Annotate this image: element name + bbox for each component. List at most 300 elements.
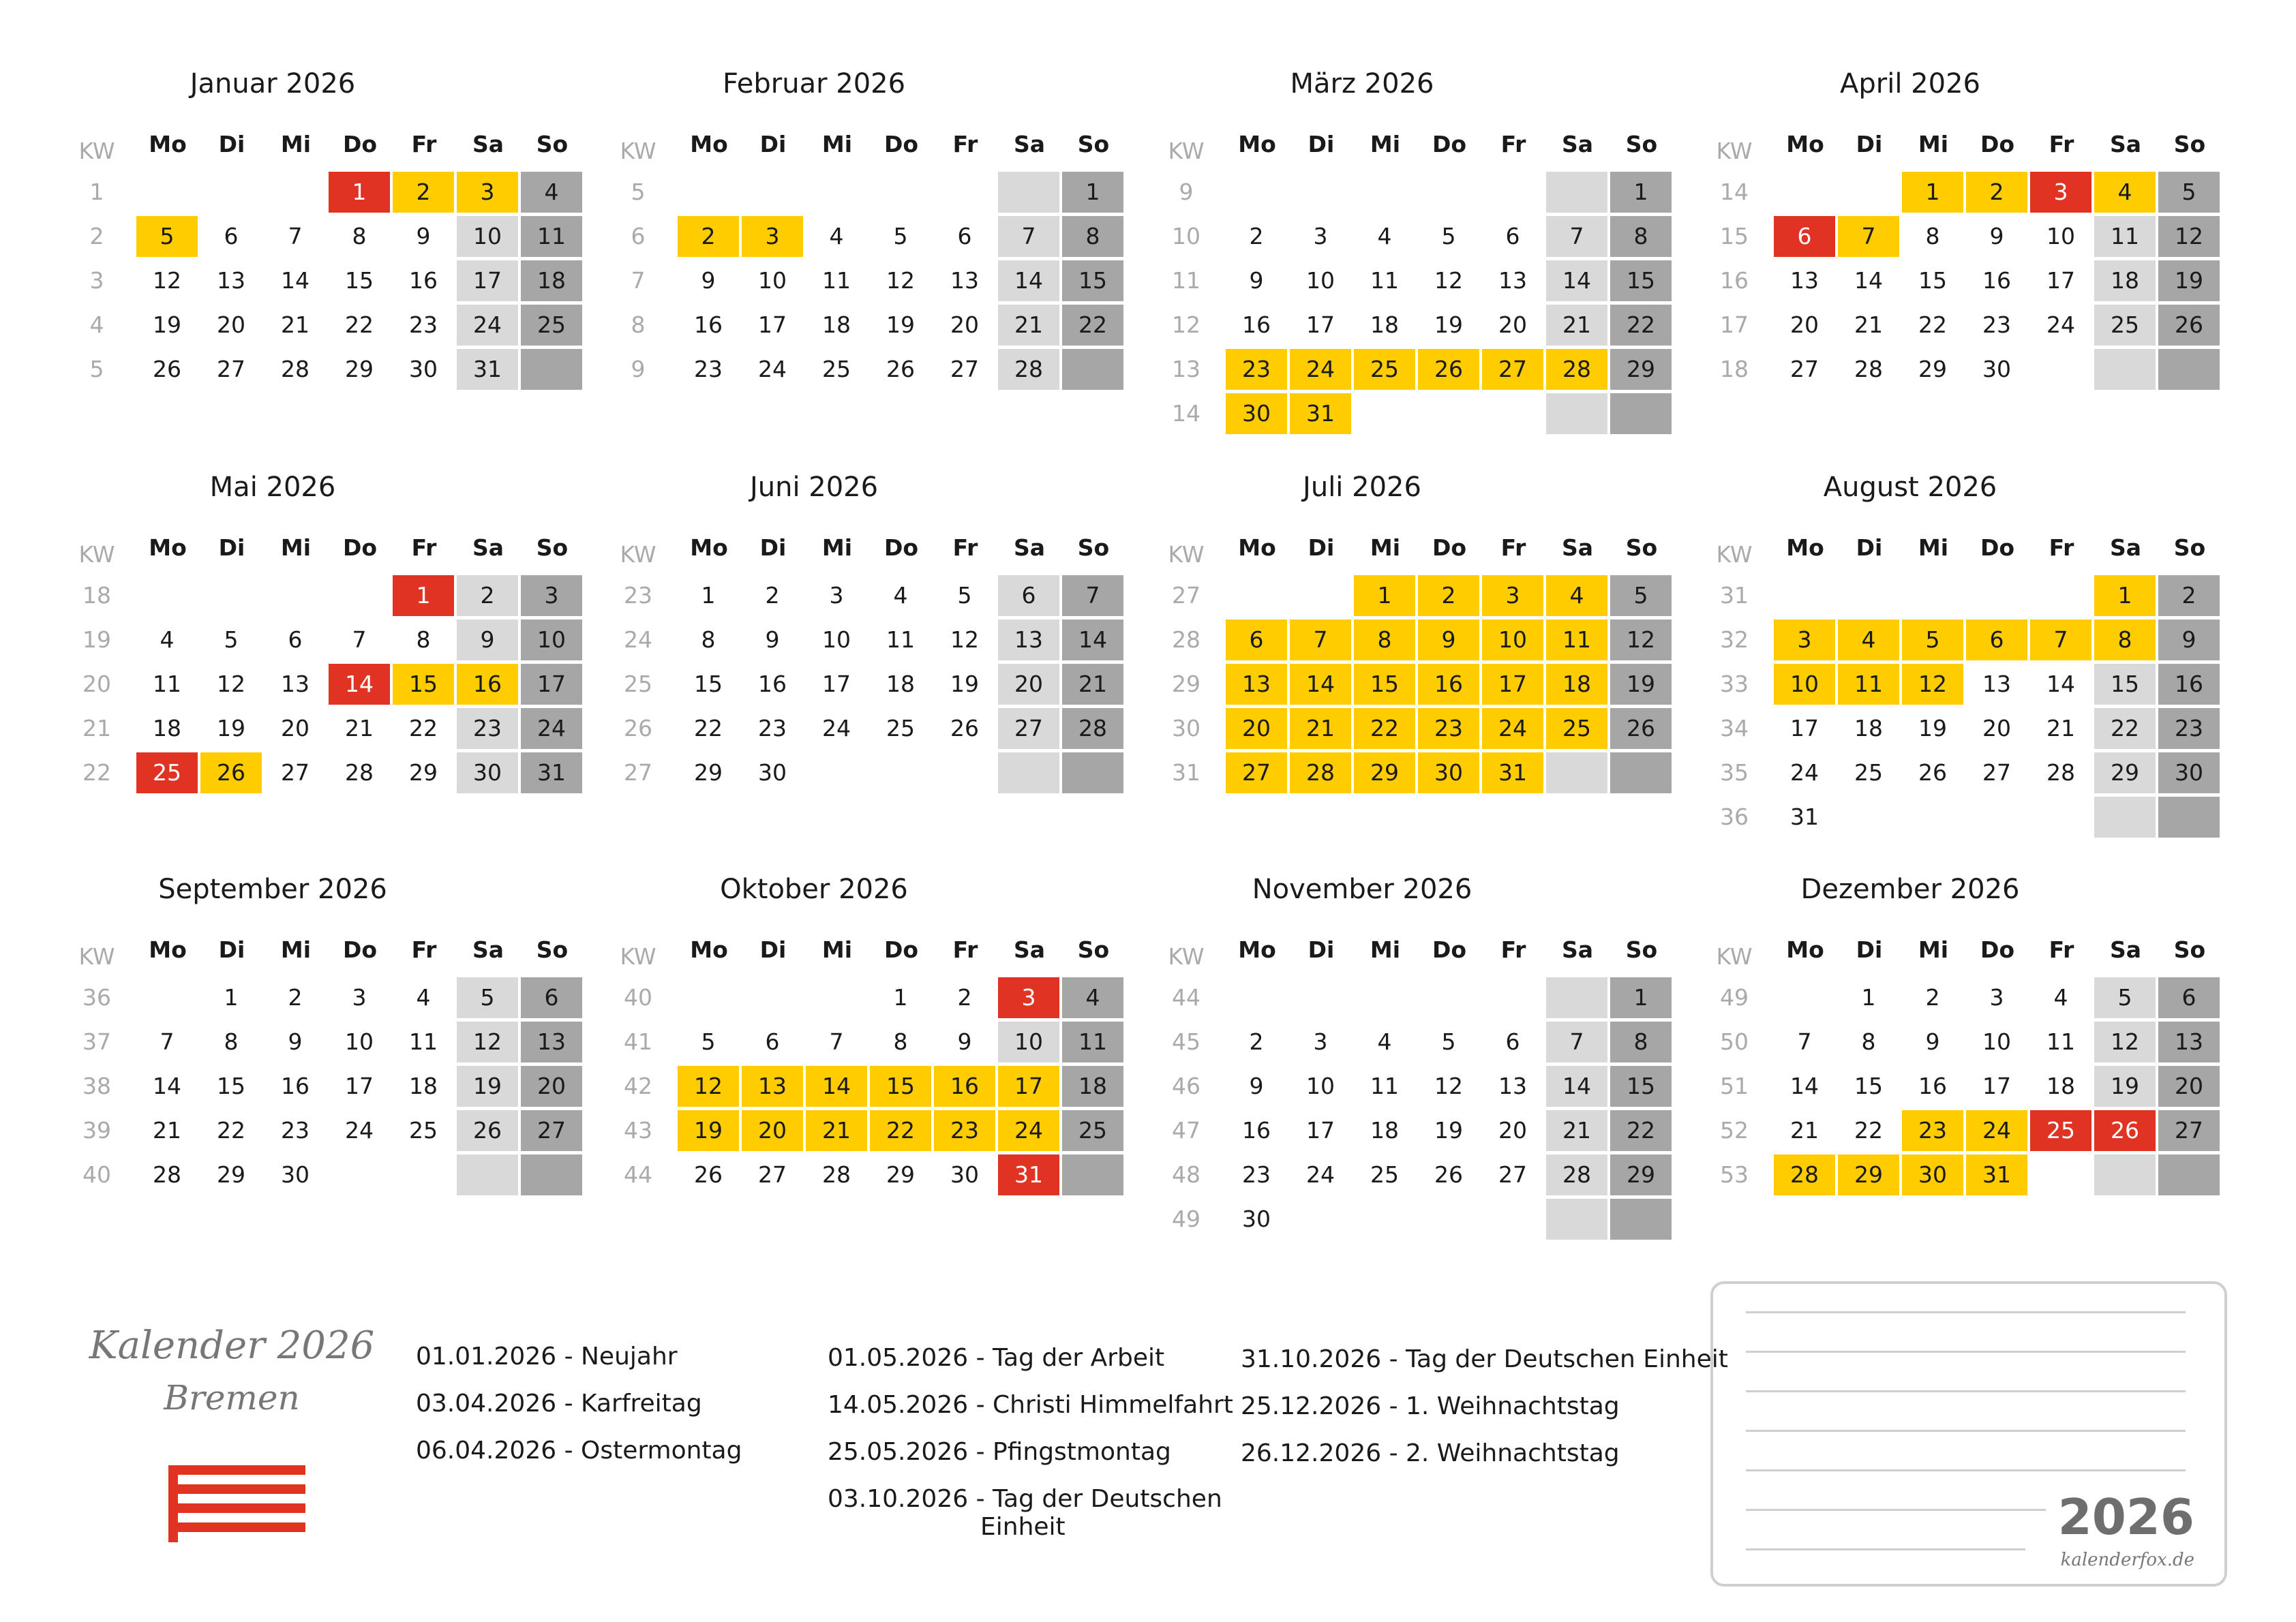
day-cell: 31 xyxy=(1290,393,1351,434)
day-cell: 17 xyxy=(521,664,582,705)
week-number: 19 xyxy=(82,626,111,653)
day-cell: 6 xyxy=(224,223,239,249)
kw-header: KW xyxy=(78,943,115,970)
day-cell: 14 xyxy=(329,664,390,705)
day-cell: 16 xyxy=(1918,1073,1947,1099)
day-cell: 16 xyxy=(457,664,518,705)
week-number: 51 xyxy=(1720,1073,1749,1099)
day-cell: 17 xyxy=(1790,715,1819,741)
day-cell: 17 xyxy=(998,1066,1059,1107)
week-row xyxy=(1089,619,1655,663)
day-cell: 3 xyxy=(457,172,518,213)
day-cell: 9 xyxy=(765,626,780,653)
week-number: 12 xyxy=(1172,311,1200,338)
day-cell: 31 xyxy=(457,349,518,390)
day-cell: 30 xyxy=(1226,393,1287,434)
weekday-label: Do xyxy=(342,534,378,561)
day-cell: 8 xyxy=(1925,223,1940,249)
day-cell: 10 xyxy=(1306,267,1335,294)
week-row xyxy=(1089,575,1648,619)
week-row xyxy=(541,664,1107,707)
day-cell: 13 xyxy=(1498,267,1527,294)
day-cell: 12 xyxy=(457,1022,518,1062)
day-cell: 25 xyxy=(822,356,851,382)
weekday-label: Sa xyxy=(1561,534,1594,561)
month-block xyxy=(541,403,1110,807)
week-number: 21 xyxy=(82,715,111,741)
week-number: 3 xyxy=(89,267,104,294)
weekday-label: Sa xyxy=(1013,936,1046,963)
weekday-label: So xyxy=(1077,936,1110,963)
week-number: 17 xyxy=(1720,311,1749,338)
note-line xyxy=(1746,1430,2186,1432)
weekday-label: Do xyxy=(883,936,919,963)
day-cell: 20 xyxy=(281,715,309,741)
day-cell: 24 xyxy=(457,305,518,346)
week-row xyxy=(1089,977,1648,1021)
week-number: 40 xyxy=(82,1161,111,1188)
day-cell: 18 xyxy=(886,671,915,697)
day-cell: 6 xyxy=(1505,1028,1520,1055)
week-number: 33 xyxy=(1720,671,1749,697)
day-cell: 17 xyxy=(758,311,787,338)
month-block xyxy=(1089,403,1658,807)
weekday-label: Fr xyxy=(1500,534,1526,561)
day-cell: 18 xyxy=(409,1073,438,1099)
day-cell: 23 xyxy=(1902,1110,1963,1151)
week-number: 35 xyxy=(1720,759,1749,786)
day-cell: 1 xyxy=(329,172,390,213)
weekday-label: Di xyxy=(1308,131,1335,157)
week-row xyxy=(541,172,1100,215)
day-cell: 19 xyxy=(1434,311,1463,338)
week-row xyxy=(1637,1110,2203,1154)
month-title: Januar 2026 xyxy=(190,68,356,100)
day-cell: 5 xyxy=(457,977,518,1018)
day-cell: 10 xyxy=(345,1028,374,1055)
day-cell: 10 xyxy=(758,267,787,294)
week-row xyxy=(0,708,566,752)
week-row xyxy=(0,305,566,348)
day-cell: 12 xyxy=(950,626,979,653)
day-cell: 8 xyxy=(1861,1028,1876,1055)
day-cell: 7 xyxy=(1062,575,1123,616)
day-cell: 5 xyxy=(2158,172,2220,213)
day-cell: 8 xyxy=(1610,216,1672,257)
week-number: 9 xyxy=(1179,179,1194,205)
note-line xyxy=(1746,1509,2046,1511)
holiday-entry: 26.12.2026 - 2. Weihnachtstag xyxy=(1241,1439,1620,1467)
empty-weekend-cell xyxy=(457,1154,518,1195)
week-row xyxy=(0,977,559,1021)
day-cell: 30 xyxy=(457,752,518,793)
day-cell: 22 xyxy=(1918,311,1947,338)
week-number: 28 xyxy=(1172,626,1200,653)
month-title: Mai 2026 xyxy=(209,472,336,503)
month-block xyxy=(0,806,569,1209)
day-cell: 25 xyxy=(1546,708,1607,749)
weekday-label: Mi xyxy=(280,131,312,157)
day-cell: 27 xyxy=(281,759,309,786)
notes-box[interactable] xyxy=(1710,1281,2227,1587)
empty-weekend-cell xyxy=(1546,1199,1607,1240)
day-cell: 11 xyxy=(886,626,915,653)
weekday-label: Mi xyxy=(1370,936,1401,963)
week-row xyxy=(1637,216,2203,260)
day-cell: 23 xyxy=(694,356,723,382)
week-row xyxy=(1089,664,1655,707)
day-cell: 15 xyxy=(1918,267,1947,294)
weekday-label: Mo xyxy=(1786,131,1824,157)
week-row xyxy=(541,260,1107,304)
day-cell: 6 xyxy=(288,626,303,653)
month-title: Juli 2026 xyxy=(1303,472,1421,503)
day-cell: 18 xyxy=(1854,715,1883,741)
month-title: März 2026 xyxy=(1290,68,1434,100)
day-cell: 15 xyxy=(1062,260,1123,301)
day-cell: 13 xyxy=(521,1022,582,1062)
holiday-entry: 25.12.2026 - 1. Weihnachtstag xyxy=(1241,1392,1620,1420)
day-cell: 24 xyxy=(758,356,787,382)
day-cell: 26 xyxy=(200,752,262,793)
day-cell: 24 xyxy=(1966,1110,2027,1151)
day-cell: 12 xyxy=(1434,1073,1463,1099)
week-number: 27 xyxy=(624,759,652,786)
weekday-label: Sa xyxy=(1561,936,1594,963)
weekday-label: Mi xyxy=(821,936,853,963)
day-cell: 4 xyxy=(829,223,844,249)
day-cell: 9 xyxy=(1249,267,1264,294)
day-cell: 14 xyxy=(1790,1073,1819,1099)
day-cell: 27 xyxy=(1982,759,2011,786)
day-cell: 23 xyxy=(281,1117,309,1144)
day-cell: 5 xyxy=(1610,575,1672,616)
day-cell: 26 xyxy=(457,1110,518,1151)
kw-header: KW xyxy=(1168,138,1205,164)
day-cell: 8 xyxy=(1062,216,1123,257)
day-cell: 22 xyxy=(2094,708,2156,749)
day-cell: 8 xyxy=(1354,619,1415,660)
day-cell: 9 xyxy=(1925,1028,1940,1055)
day-cell: 3 xyxy=(742,216,803,257)
day-cell: 2 xyxy=(1249,1028,1264,1055)
week-number: 20 xyxy=(82,671,111,697)
day-cell: 23 xyxy=(1418,708,1479,749)
day-cell: 14 xyxy=(2046,671,2075,697)
week-number: 41 xyxy=(624,1028,652,1055)
day-cell: 12 xyxy=(1434,267,1463,294)
day-cell: 17 xyxy=(457,260,518,301)
day-cell: 9 xyxy=(457,619,518,660)
weekday-label: Di xyxy=(1308,534,1335,561)
day-cell: 25 xyxy=(136,752,198,793)
day-cell: 18 xyxy=(1062,1066,1123,1107)
weekday-label: Sa xyxy=(2109,936,2142,963)
day-cell: 14 xyxy=(281,267,309,294)
day-cell: 3 xyxy=(998,977,1059,1018)
week-number: 18 xyxy=(82,582,111,609)
week-row xyxy=(0,1022,566,1065)
day-cell: 7 xyxy=(1290,619,1351,660)
day-cell: 20 xyxy=(1498,1117,1527,1144)
day-cell: 28 xyxy=(998,349,1059,390)
day-cell: 11 xyxy=(2094,216,2156,257)
day-cell: 6 xyxy=(1226,619,1287,660)
weekday-label: Fr xyxy=(2049,936,2074,963)
holiday-entry: 06.04.2026 - Ostermontag xyxy=(416,1437,742,1465)
day-cell: 13 xyxy=(998,619,1059,660)
day-cell: 11 xyxy=(822,267,851,294)
weekday-label: Di xyxy=(759,131,787,157)
day-cell: 22 xyxy=(1854,1117,1883,1144)
day-cell: 8 xyxy=(1610,1022,1672,1062)
weekday-label: So xyxy=(1625,534,1658,561)
day-cell: 26 xyxy=(1418,349,1479,390)
day-cell: 1 xyxy=(1354,575,1415,616)
day-cell: 23 xyxy=(2158,708,2220,749)
day-cell: 17 xyxy=(822,671,851,697)
day-cell: 24 xyxy=(822,715,851,741)
day-cell: 5 xyxy=(2094,977,2156,1018)
day-cell: 13 xyxy=(2158,1022,2220,1062)
day-cell: 4 xyxy=(893,582,908,609)
day-cell: 7 xyxy=(998,216,1059,257)
week-row xyxy=(1637,752,2203,796)
month-title: Februar 2026 xyxy=(722,68,906,100)
day-cell: 13 xyxy=(217,267,245,294)
day-cell: 1 xyxy=(1610,172,1672,213)
day-cell: 2 xyxy=(457,575,518,616)
day-cell: 22 xyxy=(1354,708,1415,749)
weekday-label: Mi xyxy=(1370,534,1401,561)
month-block xyxy=(541,806,1110,1209)
weekday-label: Fr xyxy=(952,131,978,157)
day-cell: 21 xyxy=(345,715,374,741)
day-cell: 26 xyxy=(1610,708,1672,749)
weekday-label: So xyxy=(1077,131,1110,157)
day-cell: 19 xyxy=(678,1110,739,1151)
day-cell: 6 xyxy=(1966,619,2027,660)
day-cell: 26 xyxy=(886,356,915,382)
day-cell: 20 xyxy=(1226,708,1287,749)
note-line xyxy=(1746,1469,2186,1471)
empty-weekend-cell xyxy=(1546,977,1607,1018)
day-cell: 5 xyxy=(1441,223,1456,249)
day-cell: 4 xyxy=(416,984,431,1011)
day-cell: 26 xyxy=(1434,1161,1463,1188)
day-cell: 17 xyxy=(1306,1117,1335,1144)
weekday-label: Do xyxy=(1980,936,2015,963)
week-row xyxy=(1637,1066,2203,1110)
day-cell: 16 xyxy=(1242,1117,1271,1144)
day-cell: 24 xyxy=(998,1110,1059,1151)
month-block xyxy=(1637,403,2206,830)
day-cell: 27 xyxy=(521,1110,582,1151)
day-cell: 9 xyxy=(701,267,716,294)
weekday-label: Di xyxy=(218,131,245,157)
day-cell: 27 xyxy=(998,708,1059,749)
day-cell: 21 xyxy=(2046,715,2075,741)
week-row xyxy=(0,752,566,796)
day-cell: 3 xyxy=(521,575,582,616)
day-cell: 16 xyxy=(934,1066,995,1107)
weekday-label: Mi xyxy=(821,534,853,561)
weekday-label: Sa xyxy=(1013,534,1046,561)
kw-header: KW xyxy=(620,541,656,568)
day-cell: 9 xyxy=(2158,619,2220,660)
day-cell: 12 xyxy=(678,1066,739,1107)
day-cell: 29 xyxy=(694,759,723,786)
weekday-label: Do xyxy=(883,534,919,561)
weekday-label: Mo xyxy=(149,131,187,157)
weekday-label: Di xyxy=(759,936,787,963)
day-cell: 29 xyxy=(409,759,438,786)
day-cell: 19 xyxy=(217,715,245,741)
weekday-label: Mi xyxy=(1918,534,1949,561)
weekday-label: Fr xyxy=(952,936,978,963)
weekday-label: Mo xyxy=(690,936,728,963)
day-cell: 25 xyxy=(886,715,915,741)
day-cell: 2 xyxy=(1925,984,1940,1011)
month-block xyxy=(1637,0,2206,403)
day-cell: 30 xyxy=(1242,1206,1271,1232)
week-row xyxy=(1089,1110,1655,1154)
weekday-label: Mo xyxy=(1238,534,1276,561)
week-number: 46 xyxy=(1172,1073,1200,1099)
brand-title: Kalender 2026 xyxy=(89,1323,375,1368)
week-row xyxy=(0,260,566,304)
day-cell: 1 xyxy=(2094,575,2156,616)
day-cell: 15 xyxy=(1610,1066,1672,1107)
holiday-entry: 03.04.2026 - Karfreitag xyxy=(416,1390,702,1418)
day-cell: 2 xyxy=(1966,172,2027,213)
day-cell: 9 xyxy=(1249,1073,1264,1099)
day-cell: 17 xyxy=(345,1073,374,1099)
day-cell: 7 xyxy=(160,1028,175,1055)
week-row xyxy=(541,575,1100,619)
day-cell: 24 xyxy=(1290,349,1351,390)
day-cell: 31 xyxy=(998,1154,1059,1195)
weekday-label: Fr xyxy=(1500,131,1526,157)
day-cell: 7 xyxy=(1546,1022,1607,1062)
day-cell: 5 xyxy=(701,1028,716,1055)
week-number: 23 xyxy=(624,582,652,609)
weekday-label: Di xyxy=(218,534,245,561)
day-cell: 10 xyxy=(1774,664,1835,705)
day-cell: 14 xyxy=(1546,1066,1607,1107)
day-cell: 10 xyxy=(1982,1028,2011,1055)
week-number: 52 xyxy=(1720,1117,1749,1144)
day-cell: 2 xyxy=(288,984,303,1011)
weekday-label: Sa xyxy=(472,131,504,157)
day-cell: 3 xyxy=(1989,984,2004,1011)
day-cell: 27 xyxy=(1498,1161,1527,1188)
day-cell: 3 xyxy=(1482,575,1543,616)
kw-header: KW xyxy=(620,943,656,970)
day-cell: 15 xyxy=(1354,664,1415,705)
day-cell: 26 xyxy=(694,1161,723,1188)
weekday-label: Mi xyxy=(1918,131,1949,157)
week-number: 27 xyxy=(1172,582,1200,609)
day-cell: 21 xyxy=(1546,1110,1607,1151)
week-number: 7 xyxy=(631,267,646,294)
day-cell: 9 xyxy=(416,223,431,249)
day-cell: 26 xyxy=(2158,305,2220,346)
week-number: 4 xyxy=(89,311,104,338)
week-number: 29 xyxy=(1172,671,1200,697)
day-cell: 14 xyxy=(1290,664,1351,705)
day-cell: 28 xyxy=(1062,708,1123,749)
week-number: 40 xyxy=(624,984,652,1011)
week-number: 50 xyxy=(1720,1028,1749,1055)
day-cell: 28 xyxy=(1546,1154,1607,1195)
day-cell: 27 xyxy=(1790,356,1819,382)
weekday-label: Di xyxy=(1856,534,1883,561)
day-cell: 24 xyxy=(1482,708,1543,749)
week-number: 36 xyxy=(1720,804,1749,830)
day-cell: 9 xyxy=(1989,223,2004,249)
day-cell: 31 xyxy=(521,752,582,793)
day-cell: 25 xyxy=(2030,1110,2091,1151)
empty-weekend-cell xyxy=(2158,349,2220,390)
week-row xyxy=(1637,349,2183,393)
day-cell: 21 xyxy=(1790,1117,1819,1144)
day-cell: 4 xyxy=(1546,575,1607,616)
day-cell: 7 xyxy=(829,1028,844,1055)
week-row xyxy=(1637,260,2203,304)
week-row xyxy=(541,349,1087,393)
week-row xyxy=(0,575,559,619)
day-cell: 22 xyxy=(1610,305,1672,346)
empty-weekend-cell xyxy=(2094,349,2156,390)
week-number: 42 xyxy=(624,1073,652,1099)
weekday-label: Do xyxy=(342,131,378,157)
day-cell: 25 xyxy=(1354,349,1415,390)
day-cell: 20 xyxy=(742,1110,803,1151)
day-cell: 16 xyxy=(409,267,438,294)
day-cell: 25 xyxy=(521,305,582,346)
day-cell: 9 xyxy=(957,1028,972,1055)
day-cell: 15 xyxy=(393,664,454,705)
kw-header: KW xyxy=(1168,943,1205,970)
weekday-label: Mi xyxy=(821,131,853,157)
day-cell: 7 xyxy=(1838,216,1899,257)
day-cell: 20 xyxy=(1790,311,1819,338)
day-cell: 15 xyxy=(2094,664,2156,705)
day-cell: 15 xyxy=(1610,260,1672,301)
day-cell: 19 xyxy=(2094,1066,2156,1107)
day-cell: 24 xyxy=(521,708,582,749)
day-cell: 21 xyxy=(806,1110,867,1151)
day-cell: 28 xyxy=(153,1161,181,1188)
day-cell: 22 xyxy=(1610,1110,1672,1151)
holiday-entry: 01.01.2026 - Neujahr xyxy=(416,1343,678,1371)
day-cell: 19 xyxy=(886,311,915,338)
day-cell: 25 xyxy=(1370,1161,1399,1188)
day-cell: 21 xyxy=(1854,311,1883,338)
day-cell: 28 xyxy=(822,1161,851,1188)
day-cell: 21 xyxy=(998,305,1059,346)
weekday-label: Do xyxy=(1432,131,1467,157)
day-cell: 28 xyxy=(345,759,374,786)
week-row xyxy=(1637,1154,2183,1198)
weekday-label: Sa xyxy=(472,534,504,561)
week-row xyxy=(1089,752,1635,796)
month-block xyxy=(541,0,1110,403)
weekday-label: Mo xyxy=(1786,534,1824,561)
note-line xyxy=(1746,1548,2025,1550)
day-cell: 9 xyxy=(288,1028,303,1055)
